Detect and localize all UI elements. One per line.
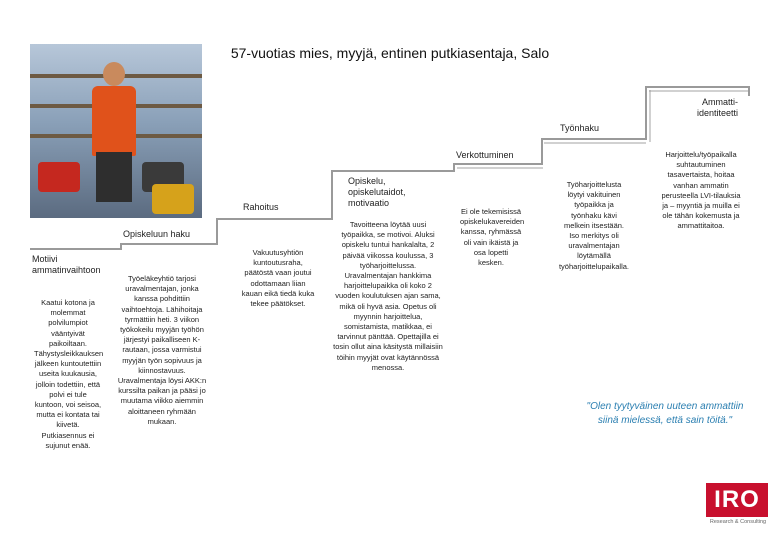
logo-subtitle: Research & Consulting: [709, 519, 767, 525]
step-label-rahoitus: Rahoitus: [243, 202, 279, 212]
step-label-verkottuminen: Verkottuminen: [456, 150, 514, 160]
step-label-ammatti: Ammatti-identiteetti: [696, 97, 738, 118]
person-body: [92, 86, 136, 156]
text-motiivi: Kaatui kotona ja molemmat polvilumpiot vääntyivät paikoiltaan. Tähystysleikkauksen jälkeen kuntoutettiin useita kuukausia, jolloin todettiin, että polvi ei tule kuntoon, voi seisoa, mutta ei kontata tai kiivetä. Putkiasennus ei sujunut enää.: [34, 298, 104, 450]
text-tyonhaku: Työharjoittelusta löytyi vakituinen työpaikka ja työnhaku kävi melkein itsestään. Iso merkitys oli uravalmentajan löytämällä työharjoittelupaikalla.: [558, 180, 630, 271]
step-label-tyonhaku: Työnhaku: [560, 123, 600, 133]
text-opiskelu: Tavoitteena löytää uusi työpaikka, se motivoi. Aluksi opiskelu tuntui hankalalta, 2 päivää viikossa koulussa, 3 työharjoittelussa. Uravalmentajan hankkima harjoittelupaikka oli koko 2 vuoden koulutuksen ajan sama, mikä oli hyvä asia. Opetus oli myynnin harjoittelua, somistamista, matikkaa, ei tarvinnut pänttää. Opettajilla ei tosin ollut aina käsitystä millaisiin töihin myyjät ovat käytännössä menossa.: [333, 220, 443, 372]
step-label-opiskeluun-haku: Opiskeluun haku: [123, 229, 191, 239]
text-rahoitus: Vakuutusyhtiön kuntoutusraha, päätöstä vaan joutui odottamaan liian kauan eikä tiedä kuka tekee päätökset.: [241, 248, 315, 309]
mower-red: [38, 162, 80, 192]
text-ammatti: Harjoittelu/työpaikalla suhtautuminen tasavertaista, hoitaa vanhan ammatin perusteella LVI-tilauksia ja – myyntiä ja muilla ei ole tähän kokemusta ja ammattitaitoa.: [661, 150, 741, 231]
quote-text: "Olen tyytyväinen uuteen ammattiin siinä mielessä, että sain töitä.": [586, 401, 744, 426]
text-verkottuminen: Ei ole tekemisissä opiskelukavereiden kanssa, ryhmässä oli vain ikäistä ja osa lopetti kesken.: [460, 207, 525, 268]
mower-yellow: [152, 184, 194, 214]
text-opiskeluun-haku: Työeläkeyhtiö tarjosi uravalmentajan, jonka kanssa pohdittiin vaihtoehtoja. Lähihoitaja tyrmättiin heti. 3 viikon työkokeilu myyjän työhön järjestyi paikalliseen K-rautaan, jossa varmistui myyjän työn sopivuus ja kiinnostavuus. Uravalmentaja löysi AKK:n kurssilta paikan ja pääsi jo muutama viikko aiemmin aloittaneen ryhmään mukaan.: [117, 274, 207, 426]
step-label-motiivi: Motiivi ammatinvaihtoon: [32, 254, 101, 275]
logo-mark: IRO: [706, 483, 768, 517]
step-label-opiskelu: Opiskelu, opiskelutaidot, motivaatio: [348, 176, 406, 208]
page-title: 57-vuotias mies, myyjä, entinen putkiasentaja, Salo: [230, 45, 550, 61]
worker-in-store-photo: [30, 44, 202, 218]
iro-logo: [706, 483, 770, 527]
person-legs: [96, 152, 132, 202]
person-head: [103, 62, 125, 86]
